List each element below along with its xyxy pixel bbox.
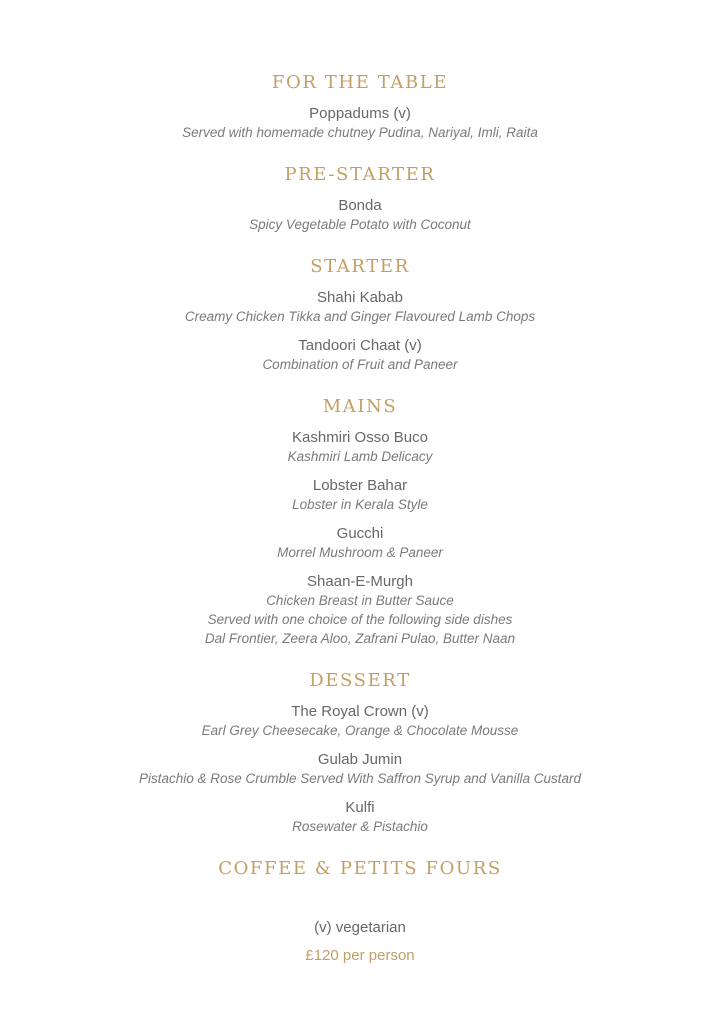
menu-section <box>0 163 720 234</box>
menu-item <box>0 336 720 374</box>
dish-description: Creamy Chicken Tikka and Ginger Flavoured Lamb Chops <box>184 308 536 324</box>
dish-description: Spicy Vegetable Potato with Coconut <box>249 216 471 232</box>
section-heading: DESSERT <box>309 670 411 691</box>
dish-description: Served with one choice of the following side dishes <box>207 611 513 627</box>
menu-section <box>0 669 720 836</box>
dish-name: Shaan-E-Murgh <box>307 572 413 590</box>
menu-item <box>0 702 720 740</box>
dish-description: Dal Frontier, Zeera Aloo, Zafrani Pulao, Butter Naan <box>204 630 516 646</box>
menu-item <box>0 572 720 648</box>
menu-section <box>0 857 720 881</box>
section-heading: FOR THE TABLE <box>271 72 449 93</box>
dish-description: Rosewater & Pistachio <box>292 818 428 834</box>
dish-name: Kulfi <box>345 798 375 816</box>
menu-item <box>0 476 720 514</box>
section-heading: STARTER <box>310 256 410 277</box>
dish-description: Lobster in Kerala Style <box>292 496 428 512</box>
section-heading: MAINS <box>322 396 398 417</box>
dish-name: Tandoori Chaat (v) <box>298 336 422 354</box>
dish-name: Kashmiri Osso Buco <box>292 428 428 446</box>
dish-name: The Royal Crown (v) <box>291 702 429 720</box>
dish-description: Chicken Breast in Butter Sauce <box>266 592 454 608</box>
dish-description: Morrel Mushroom & Paneer <box>277 544 443 560</box>
menu-item <box>0 104 720 142</box>
dish-name: Bonda <box>338 196 382 214</box>
menu-section <box>0 255 720 374</box>
menu-item <box>0 750 720 788</box>
dish-name: Shahi Kabab <box>317 288 403 306</box>
dish-description: Pistachio & Rose Crumble Served With Saffron Syrup and Vanilla Custard <box>138 770 582 786</box>
dish-description: Combination of Fruit and Paneer <box>262 356 458 372</box>
dish-name: Gulab Jumin <box>317 750 403 768</box>
dish-name: Poppadums (v) <box>309 104 411 122</box>
menu-item <box>0 196 720 234</box>
dish-name: Gucchi <box>336 524 384 542</box>
vegetarian-legend: (v) vegetarian <box>314 918 406 936</box>
menu-item <box>0 428 720 466</box>
dish-description: Earl Grey Cheesecake, Orange & Chocolate Mousse <box>201 722 519 738</box>
dish-name: Lobster Bahar <box>312 476 408 494</box>
section-heading: PRE-STARTER <box>284 164 436 185</box>
menu-footer <box>0 918 720 965</box>
menu-section <box>0 395 720 648</box>
section-heading: COFFEE & PETITS FOURS <box>218 858 502 879</box>
price: £120 per person <box>305 946 415 964</box>
menu-section <box>0 71 720 142</box>
menu-item <box>0 524 720 562</box>
menu-item <box>0 798 720 836</box>
menu-item <box>0 288 720 326</box>
dish-description: Served with homemade chutney Pudina, Nariyal, Imli, Raita <box>182 124 538 140</box>
dish-description: Kashmiri Lamb Delicacy <box>287 448 433 464</box>
